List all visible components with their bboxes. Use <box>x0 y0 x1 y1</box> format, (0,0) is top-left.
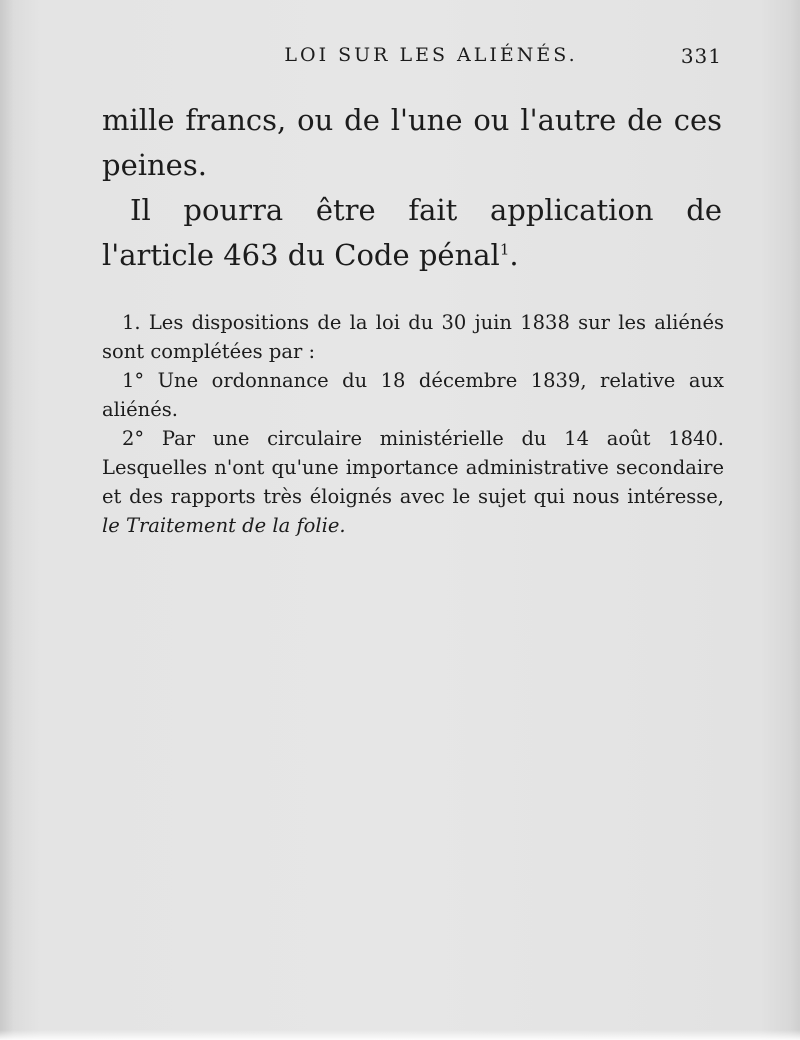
page-number: 331 <box>680 44 722 68</box>
footnote-1-item-2-text: 2° Par une circulaire ministérielle du 14 août 1840. Lesquelles n'ont qu'une importance administrative secondaire et des rapports très éloignés avec le sujet qui nous intéresse, <box>102 427 724 508</box>
footnotes <box>102 308 724 540</box>
page-edge <box>0 1030 800 1040</box>
running-head <box>100 44 722 74</box>
footnote-1: 1. Les dispositions de la loi du 30 juin 1838 sur les aliénés sont complétées par : <box>102 311 724 363</box>
body-paragraph-2 <box>102 188 722 278</box>
footnote-1-item-2-italic: le Traitement de la folie. <box>102 514 346 537</box>
body-text <box>102 98 722 278</box>
footnote-1-item-1: 1° Une ordonnance du 18 décembre 1839, relative aux aliénés. <box>102 369 724 421</box>
body-paragraph-2-end: . <box>509 238 519 272</box>
body-paragraph-2-text: Il pourra être fait application de l'article 463 du Code pénal <box>102 193 722 272</box>
running-title: LOI SUR LES ALIÉNÉS. <box>284 44 578 66</box>
body-paragraph-1: mille francs, ou de l'une ou l'autre de ces peines. <box>102 103 722 182</box>
footnote-1-item-2 <box>102 424 724 540</box>
footnote-reference: 1 <box>499 240 510 259</box>
